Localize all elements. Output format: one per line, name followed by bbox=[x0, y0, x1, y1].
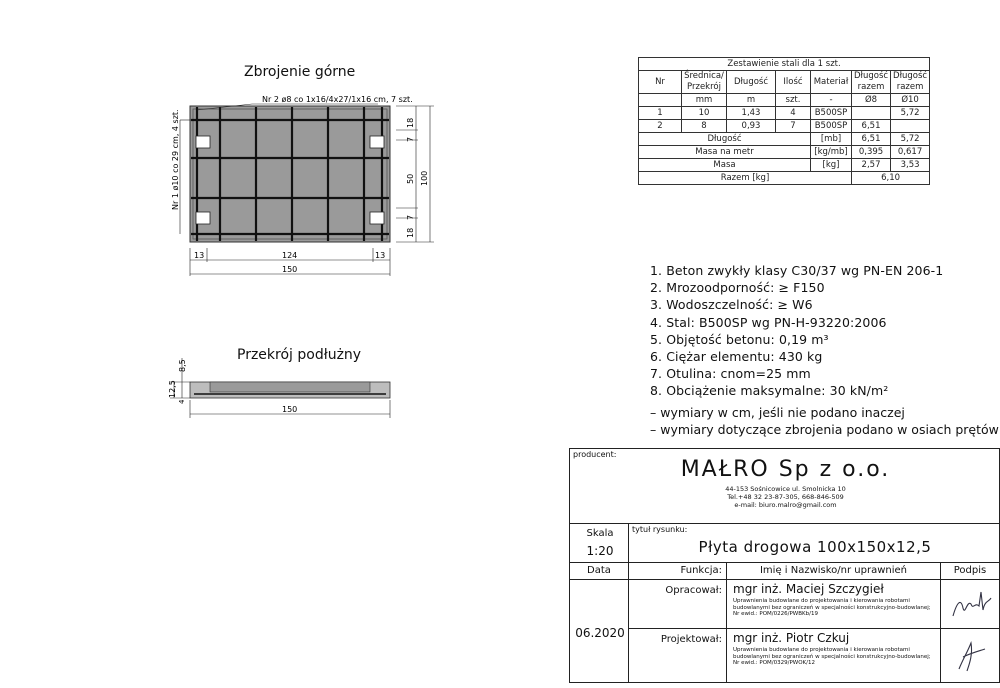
rebar-nr2-label: Nr 2 ø8 co 1x16/4x27/1x16 cm, 7 szt. bbox=[262, 95, 413, 104]
author-role-cell: Opracował: bbox=[628, 579, 727, 629]
dim-bottom-mid: 124 bbox=[282, 251, 298, 260]
note-item: 7. Otulina: cnom=25 mm bbox=[650, 366, 811, 382]
note-item: 8. Obciążenie maksymalne: 30 kN/m² bbox=[650, 383, 889, 399]
author-signature-icon bbox=[941, 580, 1000, 630]
section-title: Przekrój podłużny bbox=[237, 347, 362, 363]
remarks bbox=[650, 404, 999, 438]
designer-cell bbox=[726, 628, 941, 683]
function-header: Funkcja: bbox=[628, 562, 727, 580]
top-view-title: Zbrojenie górne bbox=[244, 64, 356, 80]
summary-row: Masa na metr [kg/mb] 0,395 0,617 bbox=[639, 146, 930, 159]
dim-right-5: 18 bbox=[406, 227, 415, 238]
author-signature-cell bbox=[940, 579, 1000, 629]
designer-role-cell: Projektował: bbox=[628, 628, 727, 683]
drawing-title-cell: tytuł rysunku: Płyta drogowa 100x150x12,5 bbox=[628, 523, 1000, 563]
company-address: 44-153 Sośnicowice ul. Smolnicka 10 Tel.+48 32 23-87-305, 668-846-509 e-mail: biuro.malro@gmail.com bbox=[725, 485, 846, 509]
designer-name: mgr inż. Piotr Czkuj bbox=[733, 631, 850, 645]
date-header: Data bbox=[569, 562, 629, 580]
dim-right-2: 7 bbox=[406, 136, 415, 142]
date-cell: 06.2020 bbox=[569, 579, 629, 683]
summary-row: Masa [kg] 2,57 3,53 bbox=[639, 159, 930, 172]
note-item: 1. Beton zwykły klasy C30/37 wg PN-EN 206-1 bbox=[650, 263, 944, 278]
rebar-nr1-label: Nr 1 ø10 co 29 cm, 4 szt. bbox=[171, 109, 180, 210]
section-dim-top: 8,5 bbox=[178, 359, 187, 372]
dim-bottom-right: 13 bbox=[375, 251, 386, 260]
dim-right-3: 50 bbox=[406, 173, 415, 184]
steel-table-title: Zestawienie stali dla 1 szt. bbox=[639, 58, 930, 71]
company-name: MAŁRO Sp z o.o. bbox=[680, 457, 891, 482]
dim-bottom-left: 13 bbox=[194, 251, 205, 260]
total-row: Razem [kg] 6,10 bbox=[639, 172, 930, 185]
remark-item: – wymiary w cm, jeśli nie podano inaczej bbox=[650, 405, 905, 420]
author-name: mgr inż. Maciej Szczygieł bbox=[733, 582, 884, 596]
steel-table-units: mm m szt. - Ø8 Ø10 bbox=[639, 94, 930, 107]
note-item: 4. Stal: B500SP wg PN-H-93220:2006 bbox=[650, 314, 887, 330]
name-header: Imię i Nazwisko/nr uprawnień bbox=[726, 562, 941, 580]
section-dim-cover: 4 bbox=[178, 399, 186, 404]
drawing-title: Płyta drogowa 100x150x12,5 bbox=[698, 538, 932, 556]
note-item: 6. Ciężar elementu: 430 kg bbox=[650, 349, 823, 365]
author-credentials: Uprawnienia budowlane do projektowania i kierowania robotami budowlanymi bez ograniczeń w specjalności konstrukcyjno-budowlanej; Nr ewid.: POM/0226/PWBKb/19 bbox=[733, 598, 931, 617]
note-item: 3. Wodoszczelność: ≥ W6 bbox=[650, 297, 813, 313]
table-row: 1 10 1,43 4 B500SP 5,72 bbox=[639, 107, 930, 120]
designer-credentials: Uprawnienia budowlane do projektowania i kierowania robotami budowlanymi bez ograniczeń w specjalności konstrukcyjno-budowlanej; Nr ewid.: POM/0329/PWOK/12 bbox=[733, 647, 931, 666]
designer-signature-icon bbox=[941, 629, 1000, 684]
section-drawing bbox=[160, 352, 400, 422]
note-item: 5. Objętość betonu: 0,19 m³ bbox=[650, 331, 829, 347]
dim-right-4: 7 bbox=[406, 214, 415, 220]
title-block bbox=[569, 448, 1000, 683]
author-cell bbox=[726, 579, 941, 629]
summary-row: Długość [mb] 6,51 5,72 bbox=[639, 133, 930, 146]
sign-header: Podpis bbox=[940, 562, 1000, 580]
scale-cell: Skala 1:20 bbox=[569, 523, 629, 563]
producer-cell: producent: MAŁRO Sp z o.o. 44-153 Sośnicowice ul. Smolnicka 10 Tel.+48 32 23-87-305, 668-846-509 e-mail: biuro.malro@gmail.com bbox=[569, 448, 1000, 524]
section-dim-left: 12,5 bbox=[168, 380, 177, 398]
dim-right-1: 18 bbox=[406, 117, 415, 128]
note-item: 2. Mrozoodporność: ≥ F150 bbox=[650, 280, 825, 296]
steel-table: Zestawienie stali dla 1 szt. Nr Średnica/ Przekrój Długość Ilość Materiał Długość razem Długość razem mm m szt. - Ø8 Ø10 1 10 1,43 4 B500SP 5,72 2 8 0,93 7 B500SP 6,51 Długość [mb] 6,51 5,72 Masa na metr [kg/mb] 0,395 0,617 Masa [kg] 2,57 3,53 Razem [kg] 6,10 bbox=[638, 57, 930, 185]
technical-notes bbox=[650, 262, 943, 400]
dim-total-width: 150 bbox=[282, 265, 298, 274]
designer-signature-cell bbox=[940, 628, 1000, 683]
remark-item: – wymiary dotyczące zbrojenia podano w osiach prętów bbox=[650, 422, 999, 437]
top-view-drawing bbox=[160, 80, 450, 280]
dim-right-total: 100 bbox=[420, 170, 429, 186]
table-row: 2 8 0,93 7 B500SP 6,51 bbox=[639, 120, 930, 133]
section-dim-total: 150 bbox=[282, 405, 298, 414]
